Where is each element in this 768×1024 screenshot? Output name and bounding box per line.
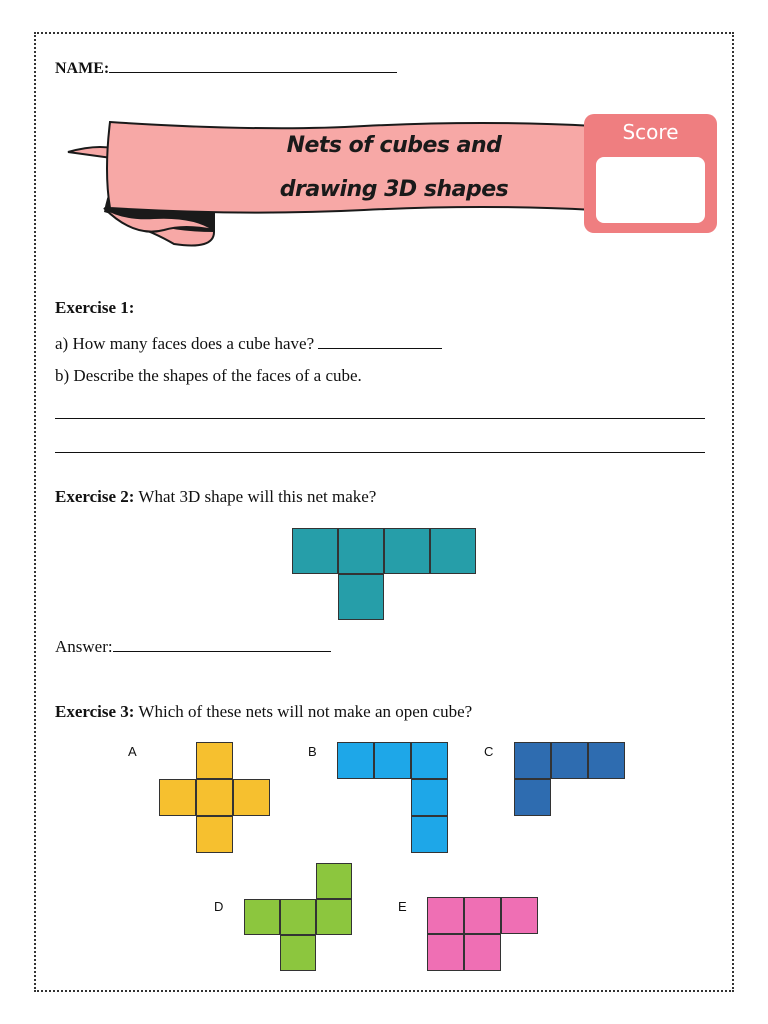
net-square: [280, 935, 316, 971]
exercise-3-question: Which of these nets will not make an open cube?: [138, 702, 473, 721]
score-box: [584, 114, 717, 233]
score-label: Score: [622, 120, 679, 144]
net-square: [501, 897, 538, 934]
exercise-2-question: What 3D shape will this net make?: [138, 487, 377, 506]
title-line-2: drawing 3D shapes: [279, 177, 509, 202]
answer-1b-line-2[interactable]: [55, 452, 705, 453]
net-square: [244, 899, 280, 935]
name-label: NAME:: [55, 60, 110, 77]
net-label-a: A: [128, 744, 137, 759]
net-square: [316, 863, 352, 899]
net-square: [292, 528, 338, 574]
net-square: [316, 899, 352, 935]
answer-2-blank[interactable]: [113, 635, 331, 652]
exercise-1-question-b: b) Describe the shapes of the faces of a cube.: [55, 366, 362, 385]
net-square: [374, 742, 411, 779]
net-square: [196, 742, 233, 779]
net-square: [514, 779, 551, 816]
exercise-1-question-a: a) How many faces does a cube have?: [55, 332, 442, 354]
exercise-3-prompt: [55, 702, 472, 722]
title-line-1: Nets of cubes and: [286, 133, 502, 158]
name-blank[interactable]: [109, 56, 397, 73]
net-label-d: D: [214, 899, 224, 914]
net-square: [411, 779, 448, 816]
net-label-b: B: [308, 744, 317, 759]
net-square: [280, 899, 316, 935]
net-square: [551, 742, 588, 779]
net-square: [411, 816, 448, 853]
exercise-1-heading: Exercise 1:: [55, 298, 135, 317]
net-label-e: E: [398, 899, 407, 914]
net-square: [196, 779, 233, 816]
net-square: [411, 742, 448, 779]
answer-label: Answer:: [55, 637, 113, 656]
net-square: [427, 934, 464, 971]
net-square: [384, 528, 430, 574]
net-square: [338, 528, 384, 574]
exercise-2-answer: [55, 635, 331, 657]
net-square: [196, 816, 233, 853]
exercise-2-prompt: [55, 487, 376, 507]
answer-1a-blank[interactable]: [318, 332, 442, 349]
exercise-3-heading: Exercise 3:: [55, 702, 135, 721]
net-square: [430, 528, 476, 574]
net-square: [464, 897, 501, 934]
net-label-c: C: [484, 744, 494, 759]
net-square: [464, 934, 501, 971]
title-banner: [64, 112, 594, 252]
net-square: [337, 742, 374, 779]
net-square: [159, 779, 196, 816]
name-field: [55, 56, 397, 78]
net-square: [233, 779, 270, 816]
net-square: [514, 742, 551, 779]
exercise-2-heading: Exercise 2:: [55, 487, 135, 506]
net-square: [427, 897, 464, 934]
answer-1b-line-1[interactable]: [55, 418, 705, 419]
net-square: [588, 742, 625, 779]
net-square: [338, 574, 384, 620]
score-input-area[interactable]: [596, 157, 705, 223]
